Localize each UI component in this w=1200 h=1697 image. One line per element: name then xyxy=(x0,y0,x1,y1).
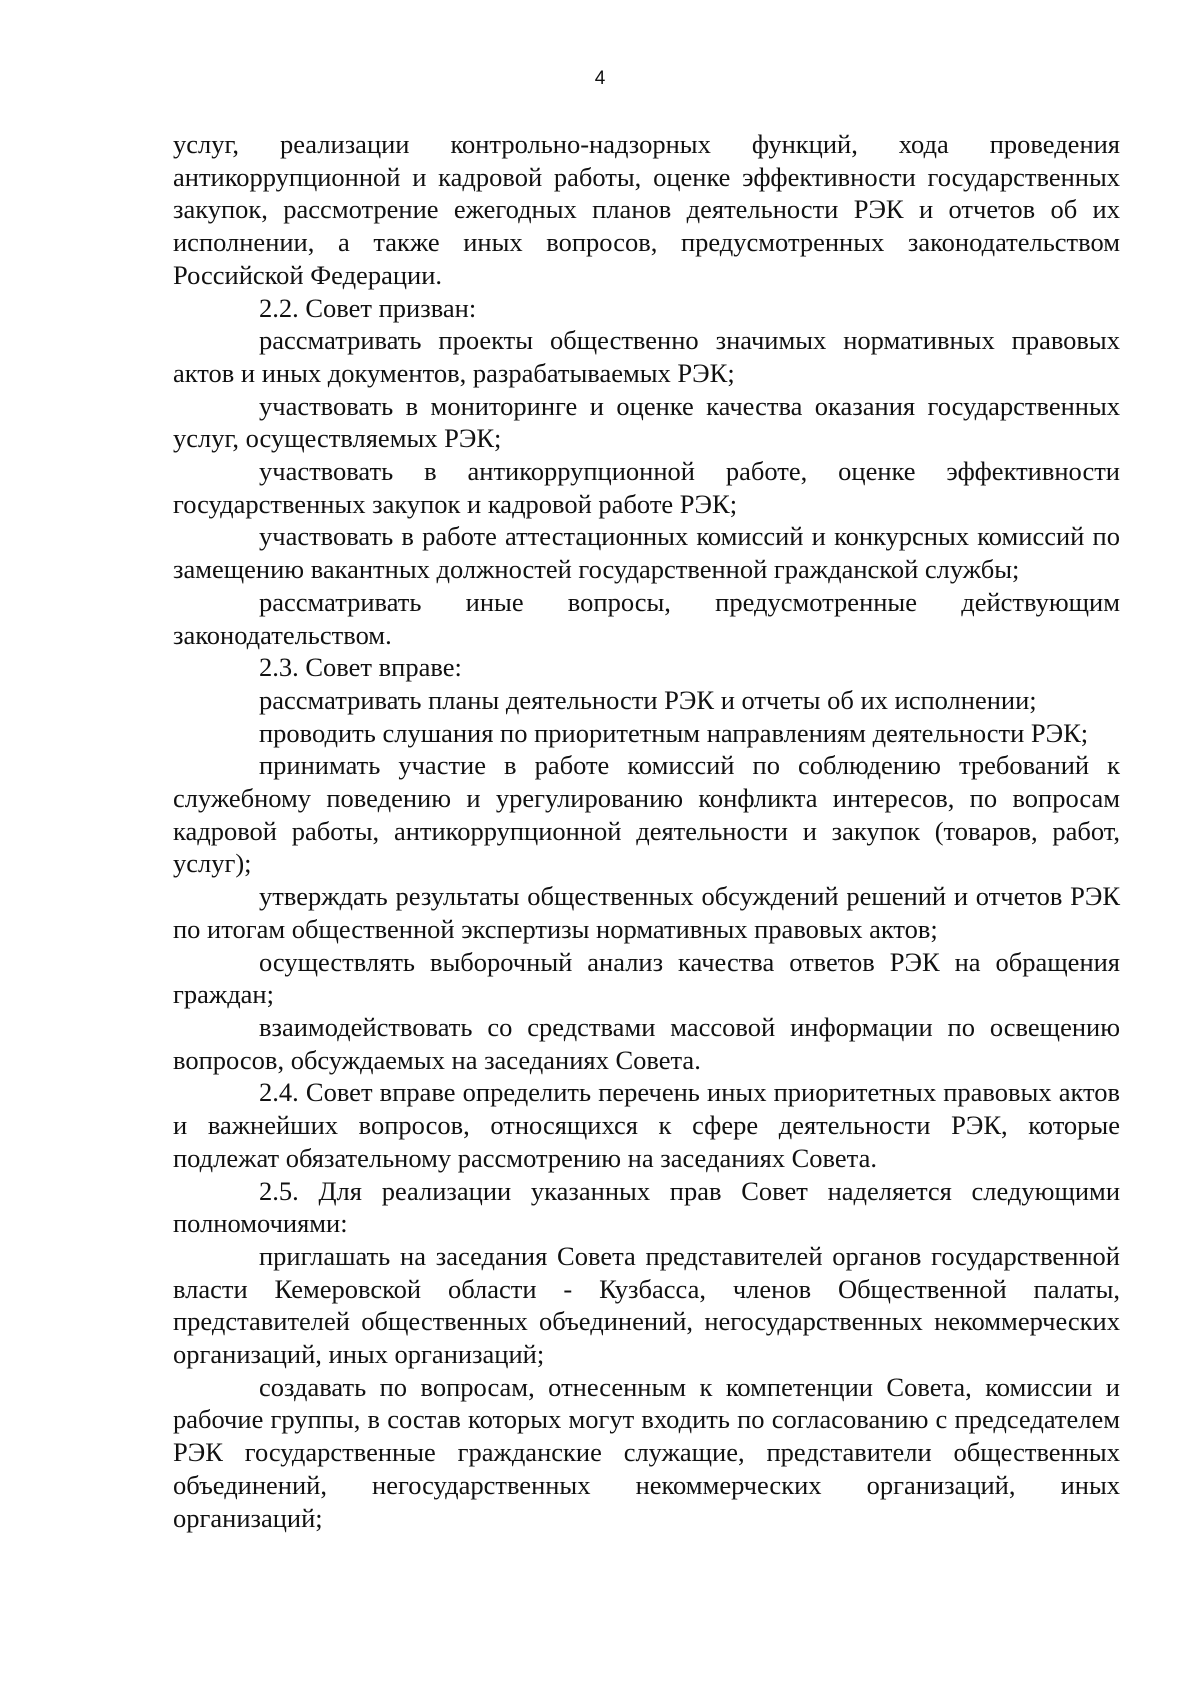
list-item: участвовать в антикоррупционной работе, оценке эффективности государственных закупок и кадровой работе РЭК; xyxy=(173,456,1120,519)
list-item: приглашать на заседания Совета представителей органов государственной власти Кемеровской области - Кузбасса, членов Общественной палаты, представителей общественных объединений, негосударственных некоммерческих организаций, иных организаций; xyxy=(173,1240,1120,1370)
section-heading-2-2: 2.2. Совет призван: xyxy=(259,292,477,323)
list-item: участвовать в работе аттестационных комиссий и конкурсных комиссий по замещению вакантных должностей государственной гражданской службы; xyxy=(173,521,1120,585)
list-item: взаимодействовать со средствами массовой информации по освещению вопросов, обсуждаемых на заседаниях Совета. xyxy=(173,1011,1120,1075)
section-heading-2-3: 2.3. Совет вправе: xyxy=(259,652,462,683)
list-item: проводить слушания по приоритетным направлениям деятельности РЭК; xyxy=(259,717,1089,748)
document-body xyxy=(173,128,1120,1534)
list-item: рассматривать проекты общественно значимых нормативных правовых актов и иных документов, разрабатываемых РЭК; xyxy=(173,325,1120,388)
list-item: участвовать в мониторинге и оценке качества оказания государственных услуг, осуществляемых РЭК; xyxy=(173,390,1120,454)
page-number: 4 xyxy=(594,68,606,89)
list-item: рассматривать иные вопросы, предусмотренные действующим законодательством. xyxy=(173,586,1120,650)
paragraph-continuation: услуг, реализации контрольно-надзорных функций, хода проведения антикоррупционной и кадровой работы, оценке эффективности государственных закупок, рассмотрение ежегодных планов деятельности РЭК и отчетов об их исполнении, а также иных вопросов, предусмотренных законодательством Российской Федерации. xyxy=(173,129,1120,290)
list-item: рассматривать планы деятельности РЭК и отчеты об их исполнении; xyxy=(259,684,1037,715)
section-paragraph-2-5: 2.5. Для реализации указанных прав Совет наделяется следующими полномочиями: xyxy=(173,1175,1120,1239)
list-item: принимать участие в работе комиссий по соблюдению требований к служебному поведению и урегулированию конфликта интересов, по вопросам кадровой работы, антикоррупционной деятельности и закупок (товаров, работ, услуг); xyxy=(173,750,1120,879)
section-paragraph-2-4: 2.4. Совет вправе определить перечень иных приоритетных правовых актов и важнейших вопросов, относящихся к сфере деятельности РЭК, которые подлежат обязательному рассмотрению на заседаниях Совета. xyxy=(173,1077,1120,1173)
list-item: утверждать результаты общественных обсуждений решений и отчетов РЭК по итогам общественной экспертизы нормативных правовых актов; xyxy=(173,881,1120,944)
list-item: создавать по вопросам, отнесенным к компетенции Совета, комиссии и рабочие группы, в состав которых могут входить по согласованию с председателем РЭК государственные гражданские служащие, представители общественных объединений, негосударственных некоммерческих организаций, иных организаций; xyxy=(173,1371,1120,1533)
list-item: осуществлять выборочный анализ качества ответов РЭК на обращения граждан; xyxy=(173,946,1120,1010)
